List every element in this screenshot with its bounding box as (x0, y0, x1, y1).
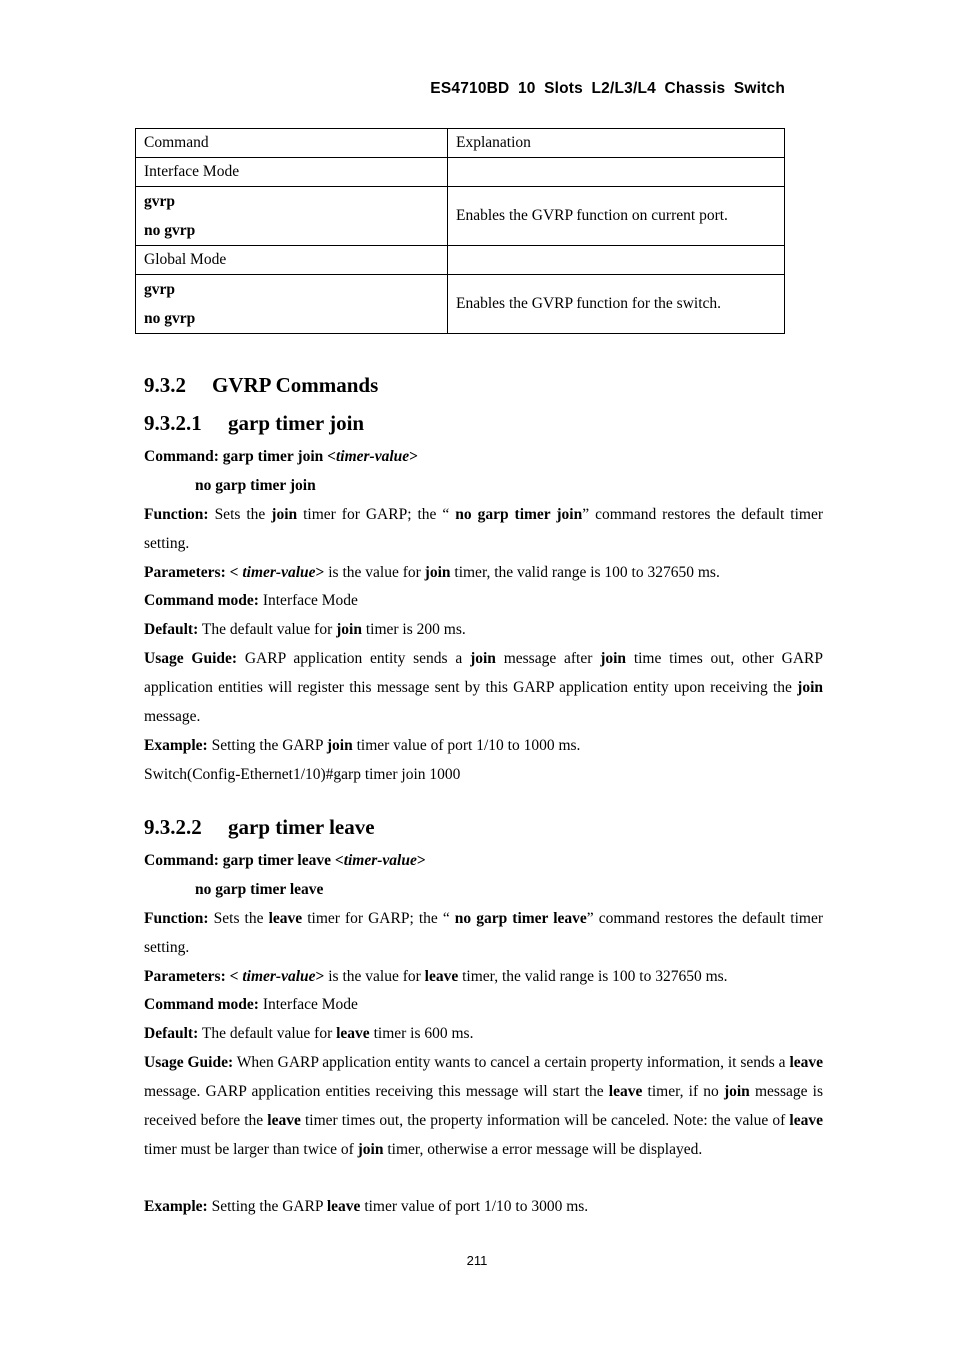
keyword: no garp timer leave (454, 910, 587, 927)
function-paragraph (144, 500, 823, 558)
param-close: > (315, 564, 325, 581)
no-command: no garp timer leave (195, 881, 324, 898)
command-text: gvrp (144, 193, 175, 210)
text-run: The default value for (198, 1025, 337, 1042)
table-header-command: Command (136, 129, 448, 158)
table-mode-cell: Global Mode (136, 246, 448, 275)
command-text: gvrp (144, 281, 175, 298)
function-label: Function: (144, 910, 209, 927)
command-syntax (144, 442, 823, 471)
no-command-syntax (195, 875, 795, 904)
page-header: ES4710BD 10 Slots L2/L3/L4 Chassis Switch (430, 80, 785, 97)
table-empty-cell (448, 246, 785, 275)
text-run: timer, the valid range is 100 to 327650 ms. (458, 968, 728, 985)
param-name: timer-value (242, 968, 316, 985)
text-run: Interface Mode (258, 592, 358, 609)
text-run: The default value for (198, 621, 337, 638)
command-mode-paragraph (144, 990, 823, 1019)
usage-guide-label: Usage Guide: (144, 650, 238, 667)
usage-guide-paragraph (144, 644, 823, 731)
command-mode-label: Command mode: (144, 592, 259, 609)
function-label: Function: (144, 506, 209, 523)
text-run: Interface Mode (258, 996, 358, 1013)
table-header-explanation: Explanation (448, 129, 785, 158)
example-paragraph (144, 1192, 823, 1221)
parameters-label: Parameters: < (144, 564, 243, 581)
keyword: leave (424, 968, 459, 985)
keyword: join (470, 650, 496, 667)
command-syntax (144, 846, 823, 875)
command-mode-label: Command mode: (144, 996, 259, 1013)
example-paragraph (144, 731, 823, 760)
command-param: timer-value (343, 852, 417, 869)
keyword: join (797, 679, 823, 696)
section-title: garp timer leave (228, 815, 375, 839)
command-label: Command: garp timer join < (144, 448, 336, 465)
text-run: Sets the (208, 506, 272, 523)
keyword: leave (267, 1112, 301, 1129)
page-number: 211 (466, 1253, 488, 1268)
keyword: no garp timer join (455, 506, 583, 523)
text-run: message. GARP application entities receiving this message will start the (144, 1083, 609, 1100)
table-command-cell (136, 275, 448, 334)
text-run: Setting the GARP (207, 737, 327, 754)
command-param: timer-value (335, 448, 410, 465)
keyword: leave (336, 1025, 370, 1042)
subsection-heading (144, 815, 375, 840)
keyword: join (326, 737, 353, 754)
table-command-cell (136, 187, 448, 246)
table-row (136, 246, 785, 275)
text-run: timer is 200 ms. (361, 621, 466, 638)
keyword: join (424, 564, 451, 581)
text-run: time times out, other GARP application entities will register this message sent by this GARP application entity upon receiving the (144, 650, 823, 696)
example-label: Example: (144, 737, 208, 754)
command-mode-paragraph (144, 586, 823, 615)
keyword: join (357, 1141, 384, 1158)
command-text: no gvrp (144, 310, 196, 327)
table-explanation-cell: Enables the GVRP function for the switch. (448, 275, 785, 334)
no-command-syntax (195, 471, 795, 500)
table-row (136, 275, 785, 334)
text-run: timer times out, the property information will be canceled. Note: the value of (300, 1112, 790, 1129)
keyword: leave (326, 1198, 361, 1215)
table-explanation-cell: Enables the GVRP function on current port. (448, 187, 785, 246)
table-row (136, 187, 785, 246)
text-run: is the value for (324, 968, 425, 985)
no-command: no garp timer join (195, 477, 316, 494)
text-run: Sets the (208, 910, 269, 927)
param-close: > (315, 968, 325, 985)
command-label: Command: garp timer leave < (144, 852, 344, 869)
example-cli: Switch(Config-Ethernet1/10)#garp timer join 1000 (144, 766, 461, 783)
keyword: join (600, 650, 627, 667)
default-paragraph (144, 1019, 823, 1048)
text-run: timer for GARP; the “ (297, 506, 456, 523)
text-run: message. (144, 708, 201, 725)
table-empty-cell (448, 158, 785, 187)
text-run: timer, the valid range is 100 to 327650 ms. (450, 564, 720, 581)
default-paragraph (144, 615, 823, 644)
function-paragraph (144, 904, 823, 962)
text-run: When GARP application entity wants to cancel a certain property information, it sends a (233, 1054, 790, 1071)
keyword: join (271, 506, 298, 523)
command-suffix: > (416, 852, 426, 869)
example-label: Example: (144, 1198, 208, 1215)
text-run: ” command restores the default timer setting. (144, 910, 823, 956)
command-table (135, 128, 785, 334)
text-run: message is received before the (144, 1083, 823, 1129)
keyword: leave (608, 1083, 643, 1100)
section-number: 9.3.2.2 (144, 815, 202, 839)
text-run: timer, if no (642, 1083, 724, 1100)
section-title: garp timer join (228, 411, 365, 435)
text-run: timer must be larger than twice of (144, 1141, 358, 1158)
text-run: Setting the GARP (207, 1198, 327, 1215)
text-run: timer for GARP; the “ (302, 910, 455, 927)
text-run: message after (495, 650, 601, 667)
section-number: 9.3.2.1 (144, 411, 202, 435)
keyword: leave (268, 910, 303, 927)
default-label: Default: (144, 1025, 199, 1042)
parameters-paragraph (144, 962, 823, 991)
keyword: leave (789, 1054, 824, 1071)
table-row (136, 158, 785, 187)
text-run: timer, otherwise a error message will be displayed. (383, 1141, 703, 1158)
section-title: GVRP Commands (212, 373, 379, 397)
table-header-row (136, 129, 785, 158)
default-label: Default: (144, 621, 199, 638)
text-run: GARP application entity sends a (237, 650, 471, 667)
table-mode-cell: Interface Mode (136, 158, 448, 187)
text-run: is the value for (324, 564, 425, 581)
subsection-heading (144, 411, 364, 436)
usage-guide-paragraph (144, 1048, 823, 1164)
parameters-paragraph (144, 558, 823, 587)
text-run: timer value of port 1/10 to 3000 ms. (360, 1198, 589, 1215)
section-number: 9.3.2 (144, 373, 186, 397)
text-run: timer is 600 ms. (369, 1025, 474, 1042)
keyword: join (723, 1083, 750, 1100)
keyword: leave (789, 1112, 823, 1129)
command-text: no gvrp (144, 222, 196, 239)
text-run: timer value of port 1/10 to 1000 ms. (352, 737, 581, 754)
parameters-label: Parameters: < (144, 968, 243, 985)
text-run: ” command restores the default timer setting. (144, 506, 823, 552)
command-suffix: > (409, 448, 418, 465)
usage-guide-label: Usage Guide: (144, 1054, 234, 1071)
section-heading (144, 373, 378, 398)
keyword: join (336, 621, 362, 638)
param-name: timer-value (242, 564, 316, 581)
